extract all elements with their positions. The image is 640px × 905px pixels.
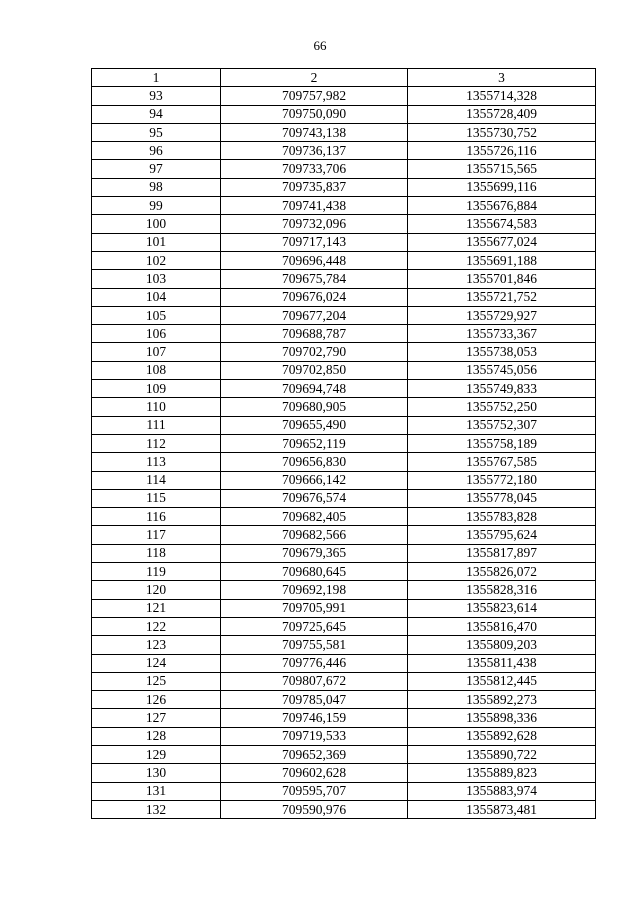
table-cell: 128 bbox=[92, 727, 221, 745]
table-cell: 709676,574 bbox=[221, 489, 408, 507]
column-header: 1 bbox=[92, 69, 221, 87]
table-cell: 1355826,072 bbox=[408, 563, 596, 581]
table-row bbox=[92, 160, 596, 178]
table-cell: 1355676,884 bbox=[408, 197, 596, 215]
table-cell: 105 bbox=[92, 306, 221, 324]
table-cell: 1355778,045 bbox=[408, 489, 596, 507]
column-header: 2 bbox=[221, 69, 408, 87]
table-cell: 709679,365 bbox=[221, 544, 408, 562]
table-row bbox=[92, 782, 596, 800]
table-cell: 709725,645 bbox=[221, 617, 408, 635]
table-row bbox=[92, 178, 596, 196]
table-cell: 94 bbox=[92, 105, 221, 123]
table-cell: 709652,369 bbox=[221, 745, 408, 763]
table-cell: 132 bbox=[92, 800, 221, 818]
table-cell: 110 bbox=[92, 398, 221, 416]
table-cell: 709655,490 bbox=[221, 416, 408, 434]
table-cell: 709682,566 bbox=[221, 526, 408, 544]
table-cell: 709736,137 bbox=[221, 142, 408, 160]
table-cell: 709705,991 bbox=[221, 599, 408, 617]
table-cell: 95 bbox=[92, 123, 221, 141]
table-row bbox=[92, 105, 596, 123]
table-cell: 112 bbox=[92, 434, 221, 452]
table-cell: 709696,448 bbox=[221, 251, 408, 269]
table-cell: 709688,787 bbox=[221, 325, 408, 343]
table-cell: 107 bbox=[92, 343, 221, 361]
table-cell: 113 bbox=[92, 453, 221, 471]
table-cell: 108 bbox=[92, 361, 221, 379]
table-cell: 709750,090 bbox=[221, 105, 408, 123]
table-cell: 1355892,628 bbox=[408, 727, 596, 745]
table-cell: 1355701,846 bbox=[408, 270, 596, 288]
table-cell: 99 bbox=[92, 197, 221, 215]
table-row bbox=[92, 617, 596, 635]
coordinates-table bbox=[91, 68, 596, 819]
table-header-row bbox=[92, 69, 596, 87]
table-cell: 1355758,189 bbox=[408, 434, 596, 452]
table-cell: 96 bbox=[92, 142, 221, 160]
table-cell: 709702,790 bbox=[221, 343, 408, 361]
table-cell: 1355745,056 bbox=[408, 361, 596, 379]
table-cell: 1355728,409 bbox=[408, 105, 596, 123]
table-row bbox=[92, 434, 596, 452]
table-cell: 709746,159 bbox=[221, 709, 408, 727]
table-cell: 709680,645 bbox=[221, 563, 408, 581]
table-cell: 709675,784 bbox=[221, 270, 408, 288]
table-cell: 93 bbox=[92, 87, 221, 105]
table-cell: 129 bbox=[92, 745, 221, 763]
table-cell: 709732,096 bbox=[221, 215, 408, 233]
table-cell: 1355812,445 bbox=[408, 672, 596, 690]
table-row bbox=[92, 599, 596, 617]
table-cell: 1355738,053 bbox=[408, 343, 596, 361]
table-row bbox=[92, 544, 596, 562]
table-cell: 1355889,823 bbox=[408, 764, 596, 782]
table-cell: 118 bbox=[92, 544, 221, 562]
table-cell: 709785,047 bbox=[221, 691, 408, 709]
table-cell: 1355873,481 bbox=[408, 800, 596, 818]
table-cell: 124 bbox=[92, 654, 221, 672]
table-row bbox=[92, 233, 596, 251]
table-cell: 709807,672 bbox=[221, 672, 408, 690]
table-cell: 111 bbox=[92, 416, 221, 434]
table-cell: 709719,533 bbox=[221, 727, 408, 745]
table-row bbox=[92, 636, 596, 654]
table-row bbox=[92, 727, 596, 745]
table-row bbox=[92, 142, 596, 160]
table-row bbox=[92, 270, 596, 288]
table-cell: 1355890,722 bbox=[408, 745, 596, 763]
table-cell: 101 bbox=[92, 233, 221, 251]
table-row bbox=[92, 306, 596, 324]
table-cell: 1355691,188 bbox=[408, 251, 596, 269]
table-cell: 709717,143 bbox=[221, 233, 408, 251]
table-cell: 709676,024 bbox=[221, 288, 408, 306]
table-row bbox=[92, 416, 596, 434]
table-cell: 1355726,116 bbox=[408, 142, 596, 160]
table-cell: 1355752,250 bbox=[408, 398, 596, 416]
table-cell: 709733,706 bbox=[221, 160, 408, 178]
table-cell: 102 bbox=[92, 251, 221, 269]
table-cell: 1355892,273 bbox=[408, 691, 596, 709]
table-row bbox=[92, 672, 596, 690]
column-header: 3 bbox=[408, 69, 596, 87]
table-cell: 709702,850 bbox=[221, 361, 408, 379]
table-cell: 119 bbox=[92, 563, 221, 581]
table-row bbox=[92, 709, 596, 727]
table-cell: 709741,438 bbox=[221, 197, 408, 215]
table-cell: 103 bbox=[92, 270, 221, 288]
table-cell: 127 bbox=[92, 709, 221, 727]
table-row bbox=[92, 288, 596, 306]
table-row bbox=[92, 87, 596, 105]
table-body bbox=[92, 87, 596, 819]
table-cell: 100 bbox=[92, 215, 221, 233]
table-cell: 1355828,316 bbox=[408, 581, 596, 599]
table-cell: 1355715,565 bbox=[408, 160, 596, 178]
table-cell: 122 bbox=[92, 617, 221, 635]
table-cell: 131 bbox=[92, 782, 221, 800]
table-cell: 114 bbox=[92, 471, 221, 489]
table-cell: 116 bbox=[92, 508, 221, 526]
table-cell: 1355883,974 bbox=[408, 782, 596, 800]
table-cell: 1355733,367 bbox=[408, 325, 596, 343]
table-cell: 1355772,180 bbox=[408, 471, 596, 489]
table-cell: 1355714,328 bbox=[408, 87, 596, 105]
table-cell: 1355783,828 bbox=[408, 508, 596, 526]
table-cell: 709694,748 bbox=[221, 380, 408, 398]
table-cell: 709656,830 bbox=[221, 453, 408, 471]
table-row bbox=[92, 526, 596, 544]
table-row bbox=[92, 380, 596, 398]
table-row bbox=[92, 471, 596, 489]
table-cell: 1355811,438 bbox=[408, 654, 596, 672]
table-cell: 709680,905 bbox=[221, 398, 408, 416]
table-row bbox=[92, 453, 596, 471]
table-cell: 709590,976 bbox=[221, 800, 408, 818]
table-cell: 709666,142 bbox=[221, 471, 408, 489]
table-cell: 1355730,752 bbox=[408, 123, 596, 141]
table-cell: 709652,119 bbox=[221, 434, 408, 452]
table-cell: 1355816,470 bbox=[408, 617, 596, 635]
table-cell: 104 bbox=[92, 288, 221, 306]
table-row bbox=[92, 343, 596, 361]
table-cell: 1355677,024 bbox=[408, 233, 596, 251]
table-row bbox=[92, 398, 596, 416]
table-row bbox=[92, 800, 596, 818]
table-cell: 1355898,336 bbox=[408, 709, 596, 727]
table-row bbox=[92, 691, 596, 709]
table-cell: 123 bbox=[92, 636, 221, 654]
table-cell: 709755,581 bbox=[221, 636, 408, 654]
table-cell: 1355674,583 bbox=[408, 215, 596, 233]
table-row bbox=[92, 745, 596, 763]
table-row bbox=[92, 215, 596, 233]
table-cell: 709735,837 bbox=[221, 178, 408, 196]
table-row bbox=[92, 489, 596, 507]
table-row bbox=[92, 764, 596, 782]
table-cell: 125 bbox=[92, 672, 221, 690]
table-cell: 98 bbox=[92, 178, 221, 196]
table-row bbox=[92, 508, 596, 526]
table-cell: 1355817,897 bbox=[408, 544, 596, 562]
table-cell: 709743,138 bbox=[221, 123, 408, 141]
table-cell: 1355809,203 bbox=[408, 636, 596, 654]
table-cell: 709682,405 bbox=[221, 508, 408, 526]
table-cell: 709692,198 bbox=[221, 581, 408, 599]
table-cell: 97 bbox=[92, 160, 221, 178]
table-cell: 117 bbox=[92, 526, 221, 544]
table-cell: 130 bbox=[92, 764, 221, 782]
table-row bbox=[92, 563, 596, 581]
table-cell: 120 bbox=[92, 581, 221, 599]
table-cell: 709677,204 bbox=[221, 306, 408, 324]
table-cell: 126 bbox=[92, 691, 221, 709]
table-row bbox=[92, 654, 596, 672]
table-cell: 1355721,752 bbox=[408, 288, 596, 306]
table-cell: 106 bbox=[92, 325, 221, 343]
table-cell: 709602,628 bbox=[221, 764, 408, 782]
table-cell: 121 bbox=[92, 599, 221, 617]
table-cell: 115 bbox=[92, 489, 221, 507]
table-cell: 1355767,585 bbox=[408, 453, 596, 471]
table-cell: 1355699,116 bbox=[408, 178, 596, 196]
table-row bbox=[92, 251, 596, 269]
table-cell: 1355795,624 bbox=[408, 526, 596, 544]
table-row bbox=[92, 197, 596, 215]
table-cell: 1355752,307 bbox=[408, 416, 596, 434]
table-cell: 109 bbox=[92, 380, 221, 398]
table-row bbox=[92, 361, 596, 379]
table-cell: 1355729,927 bbox=[408, 306, 596, 324]
table-cell: 1355823,614 bbox=[408, 599, 596, 617]
table-row bbox=[92, 581, 596, 599]
table-row bbox=[92, 123, 596, 141]
table-cell: 1355749,833 bbox=[408, 380, 596, 398]
page-number: 66 bbox=[313, 38, 327, 53]
table-row bbox=[92, 325, 596, 343]
table-cell: 709595,707 bbox=[221, 782, 408, 800]
table-cell: 709776,446 bbox=[221, 654, 408, 672]
table-cell: 709757,982 bbox=[221, 87, 408, 105]
